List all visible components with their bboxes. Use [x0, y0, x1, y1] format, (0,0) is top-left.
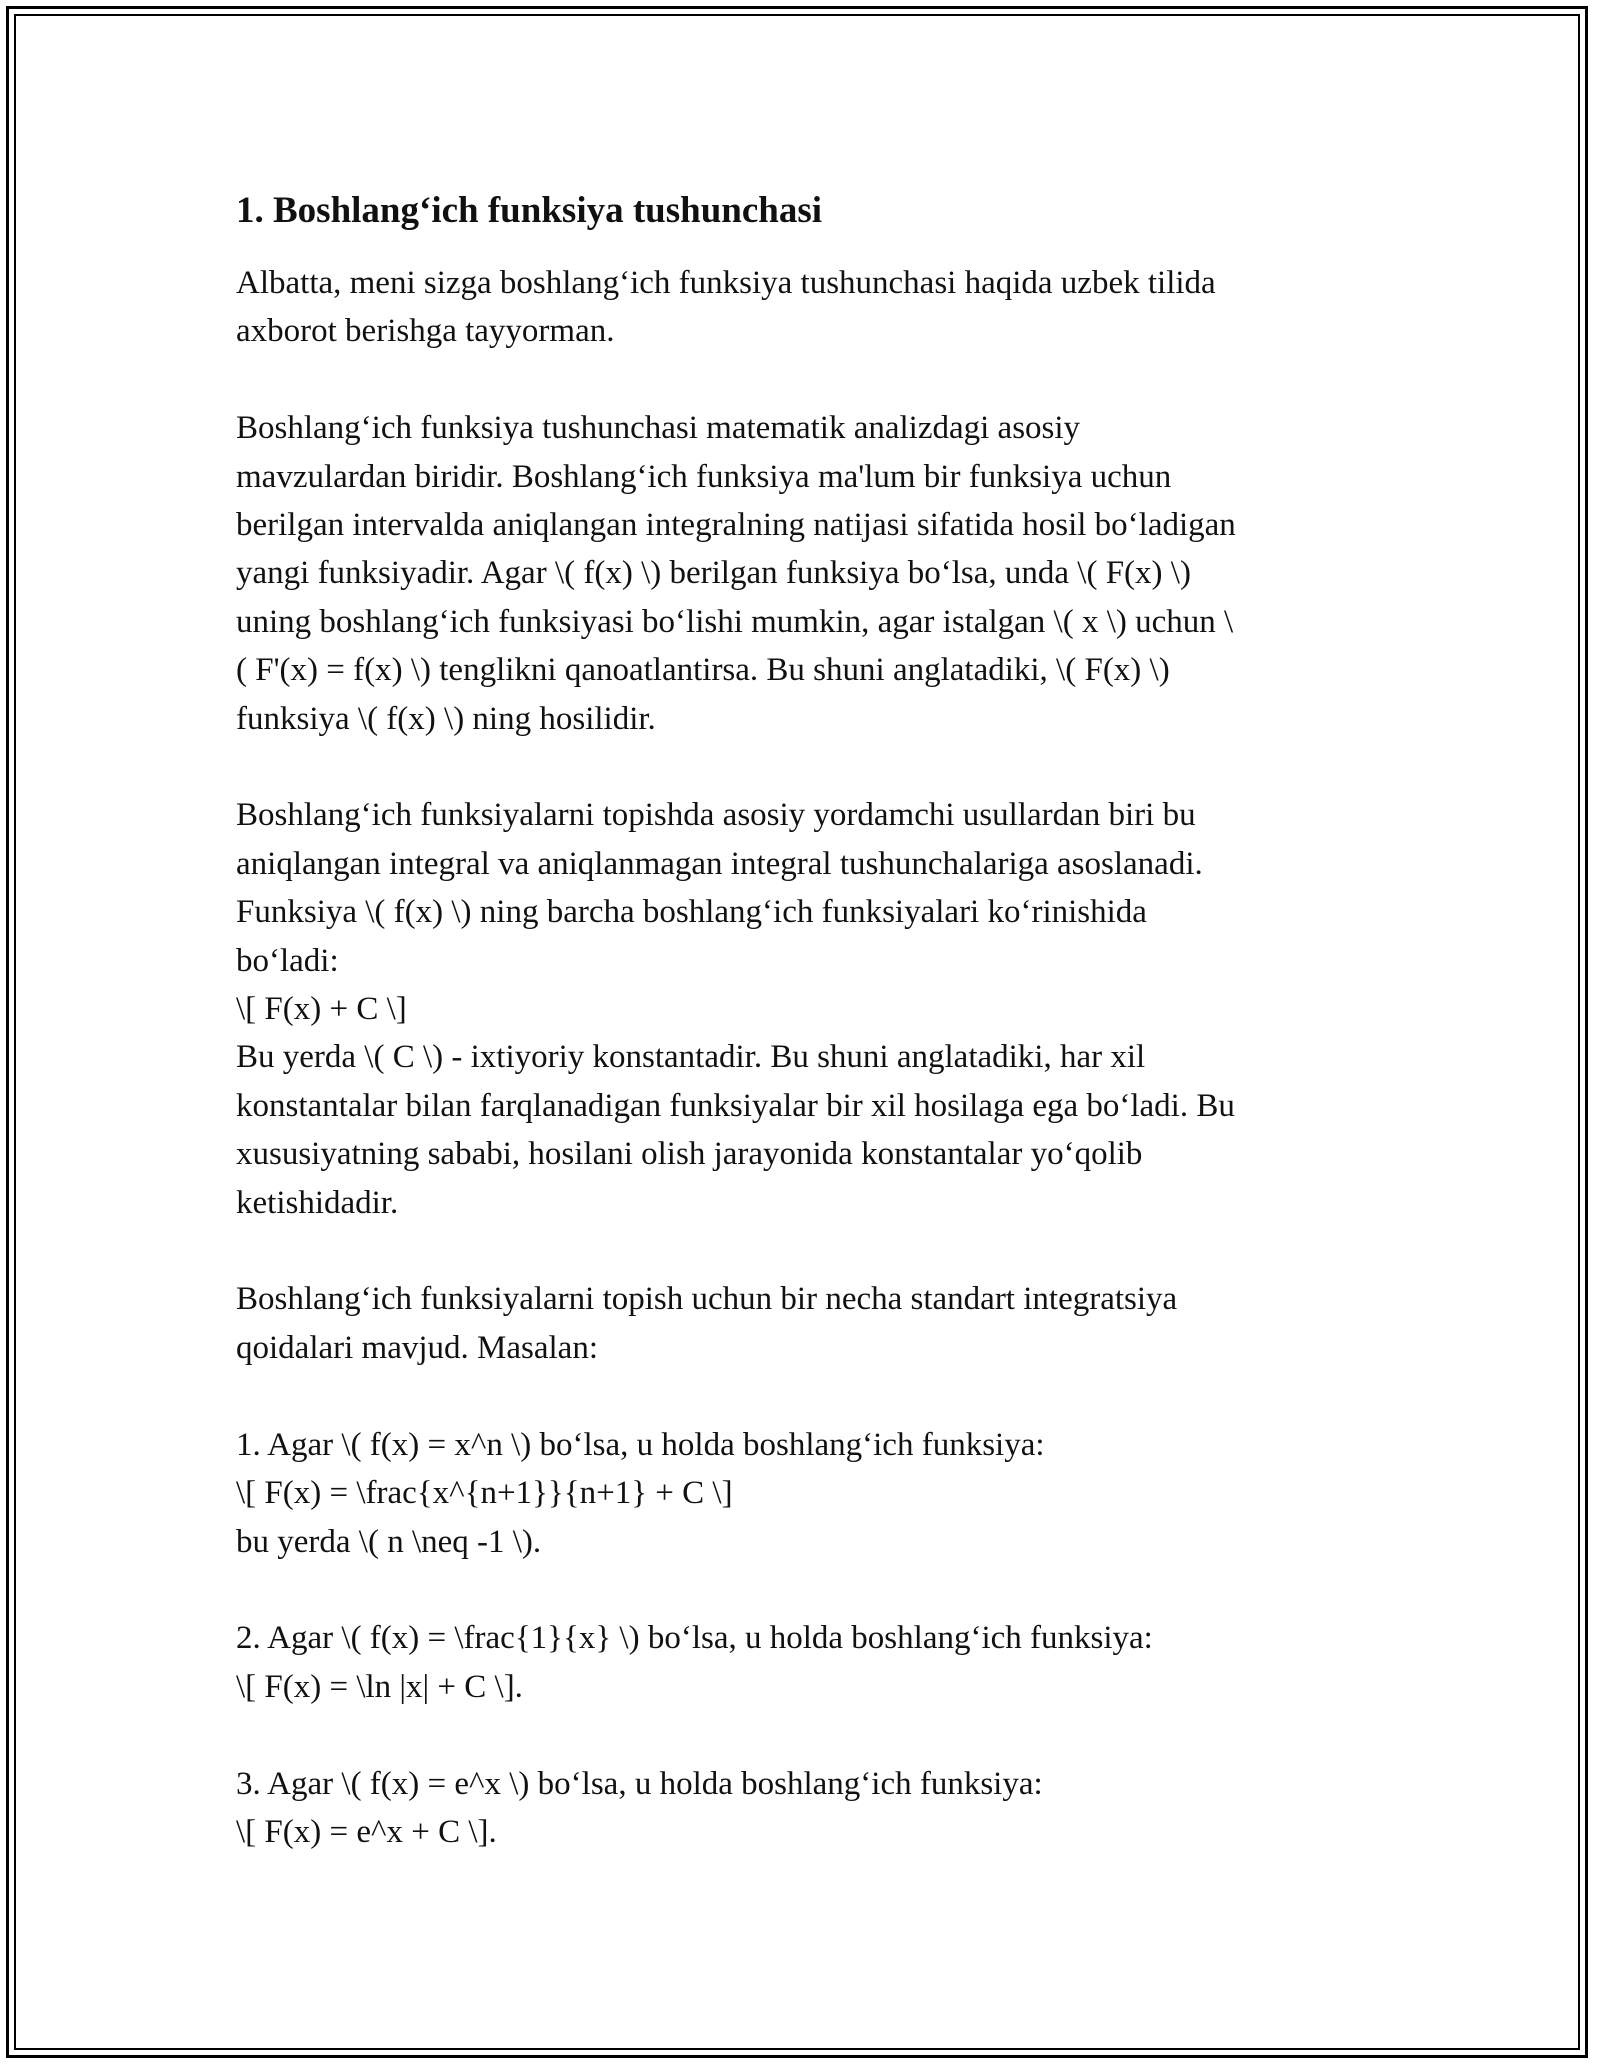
- text-line: 2. Agar \( f(x) = \frac{1}{x} \) bo‘lsa, u holda boshlang‘ich funksiya:: [236, 1620, 1153, 1657]
- text-line: mavzulardan biridir. Boshlang‘ich funksiya ma'lum bir funksiya uchun: [236, 458, 1172, 495]
- text-line: \[ F(x) = \frac{x^{n+1}}{n+1} + C \]: [236, 1475, 733, 1512]
- text-line: konstantalar bilan farqlanadigan funksiyalar bir xil hosilaga ega bo‘ladi. Bu: [236, 1087, 1235, 1124]
- paragraph-gap: [236, 356, 1356, 404]
- text-line: ketishidadir.: [236, 1184, 399, 1221]
- paragraph-gap: [236, 1711, 1356, 1759]
- paragraph-gap: [236, 1566, 1356, 1614]
- document-body: [236, 185, 1356, 1856]
- text-line: bu yerda \( n \neq -1 \).: [236, 1523, 542, 1560]
- text-line: bo‘ladi:: [236, 942, 339, 979]
- text-line: Boshlang‘ich funksiya tushunchasi matematik analizdagi asosiy: [236, 410, 1081, 447]
- text-line: qoidalari mavjud. Masalan:: [236, 1329, 598, 1366]
- text-line: \[ F(x) = \ln |x| + C \].: [236, 1668, 523, 1705]
- text-line: \[ F(x) + C \]: [236, 991, 407, 1028]
- text-line: 1. Agar \( f(x) = x^n \) bo‘lsa, u holda boshlang‘ich funksiya:: [236, 1426, 1045, 1463]
- section-heading: 1. Boshlang‘ich funksiya tushunchasi: [236, 190, 823, 231]
- text-line: funksiya \( f(x) \) ning hosilidir.: [236, 700, 656, 737]
- text-line: Bu yerda \( C \) - ixtiyoriy konstantadir. Bu shuni anglatadiki, har xil: [236, 1039, 1146, 1076]
- text-line: yangi funksiyadir. Agar \( f(x) \) berilgan funksiya bo‘lsa, unda \( F(x) \): [236, 555, 1191, 592]
- text-line: uning boshlang‘ich funksiyasi bo‘lishi mumkin, agar istalgan \( x \) uchun \: [236, 603, 1234, 640]
- text-line: Funksiya \( f(x) \) ning barcha boshlang‘ich funksiyalari ko‘rinishida: [236, 894, 1147, 931]
- paragraph-gap: [236, 1227, 1356, 1275]
- text-block: [236, 259, 1356, 1856]
- text-line: Albatta, meni sizga boshlang‘ich funksiya tushunchasi haqida uzbek tilida: [236, 265, 1216, 301]
- text-line: Boshlang‘ich funksiyalarni topishda asosiy yordamchi usullardan biri bu: [236, 797, 1196, 834]
- text-line: 3. Agar \( f(x) = e^x \) bo‘lsa, u holda boshlang‘ich funksiya:: [236, 1765, 1043, 1802]
- text-line: Boshlang‘ich funksiyalarni topish uchun bir necha standart integratsiya: [236, 1281, 1178, 1318]
- text-line: xususiyatning sababi, hosilani olish jarayonida konstantalar yo‘qolib: [236, 1136, 1143, 1173]
- paragraph-gap: [236, 1372, 1356, 1420]
- text-line: aniqlangan integral va aniqlanmagan integral tushunchalariga asoslanadi.: [236, 845, 1203, 882]
- text-line: berilgan intervalda aniqlangan integralning natijasi sifatida hosil bo‘ladigan: [236, 507, 1236, 544]
- text-line: \[ F(x) = e^x + C \].: [236, 1813, 497, 1850]
- text-line: ( F'(x) = f(x) \) tenglikni qanoatlantirsa. Bu shuni anglatadiki, \( F(x) \): [236, 652, 1170, 689]
- paragraph-gap: [236, 743, 1356, 791]
- text-line: axborot berishga tayyorman.: [236, 313, 615, 350]
